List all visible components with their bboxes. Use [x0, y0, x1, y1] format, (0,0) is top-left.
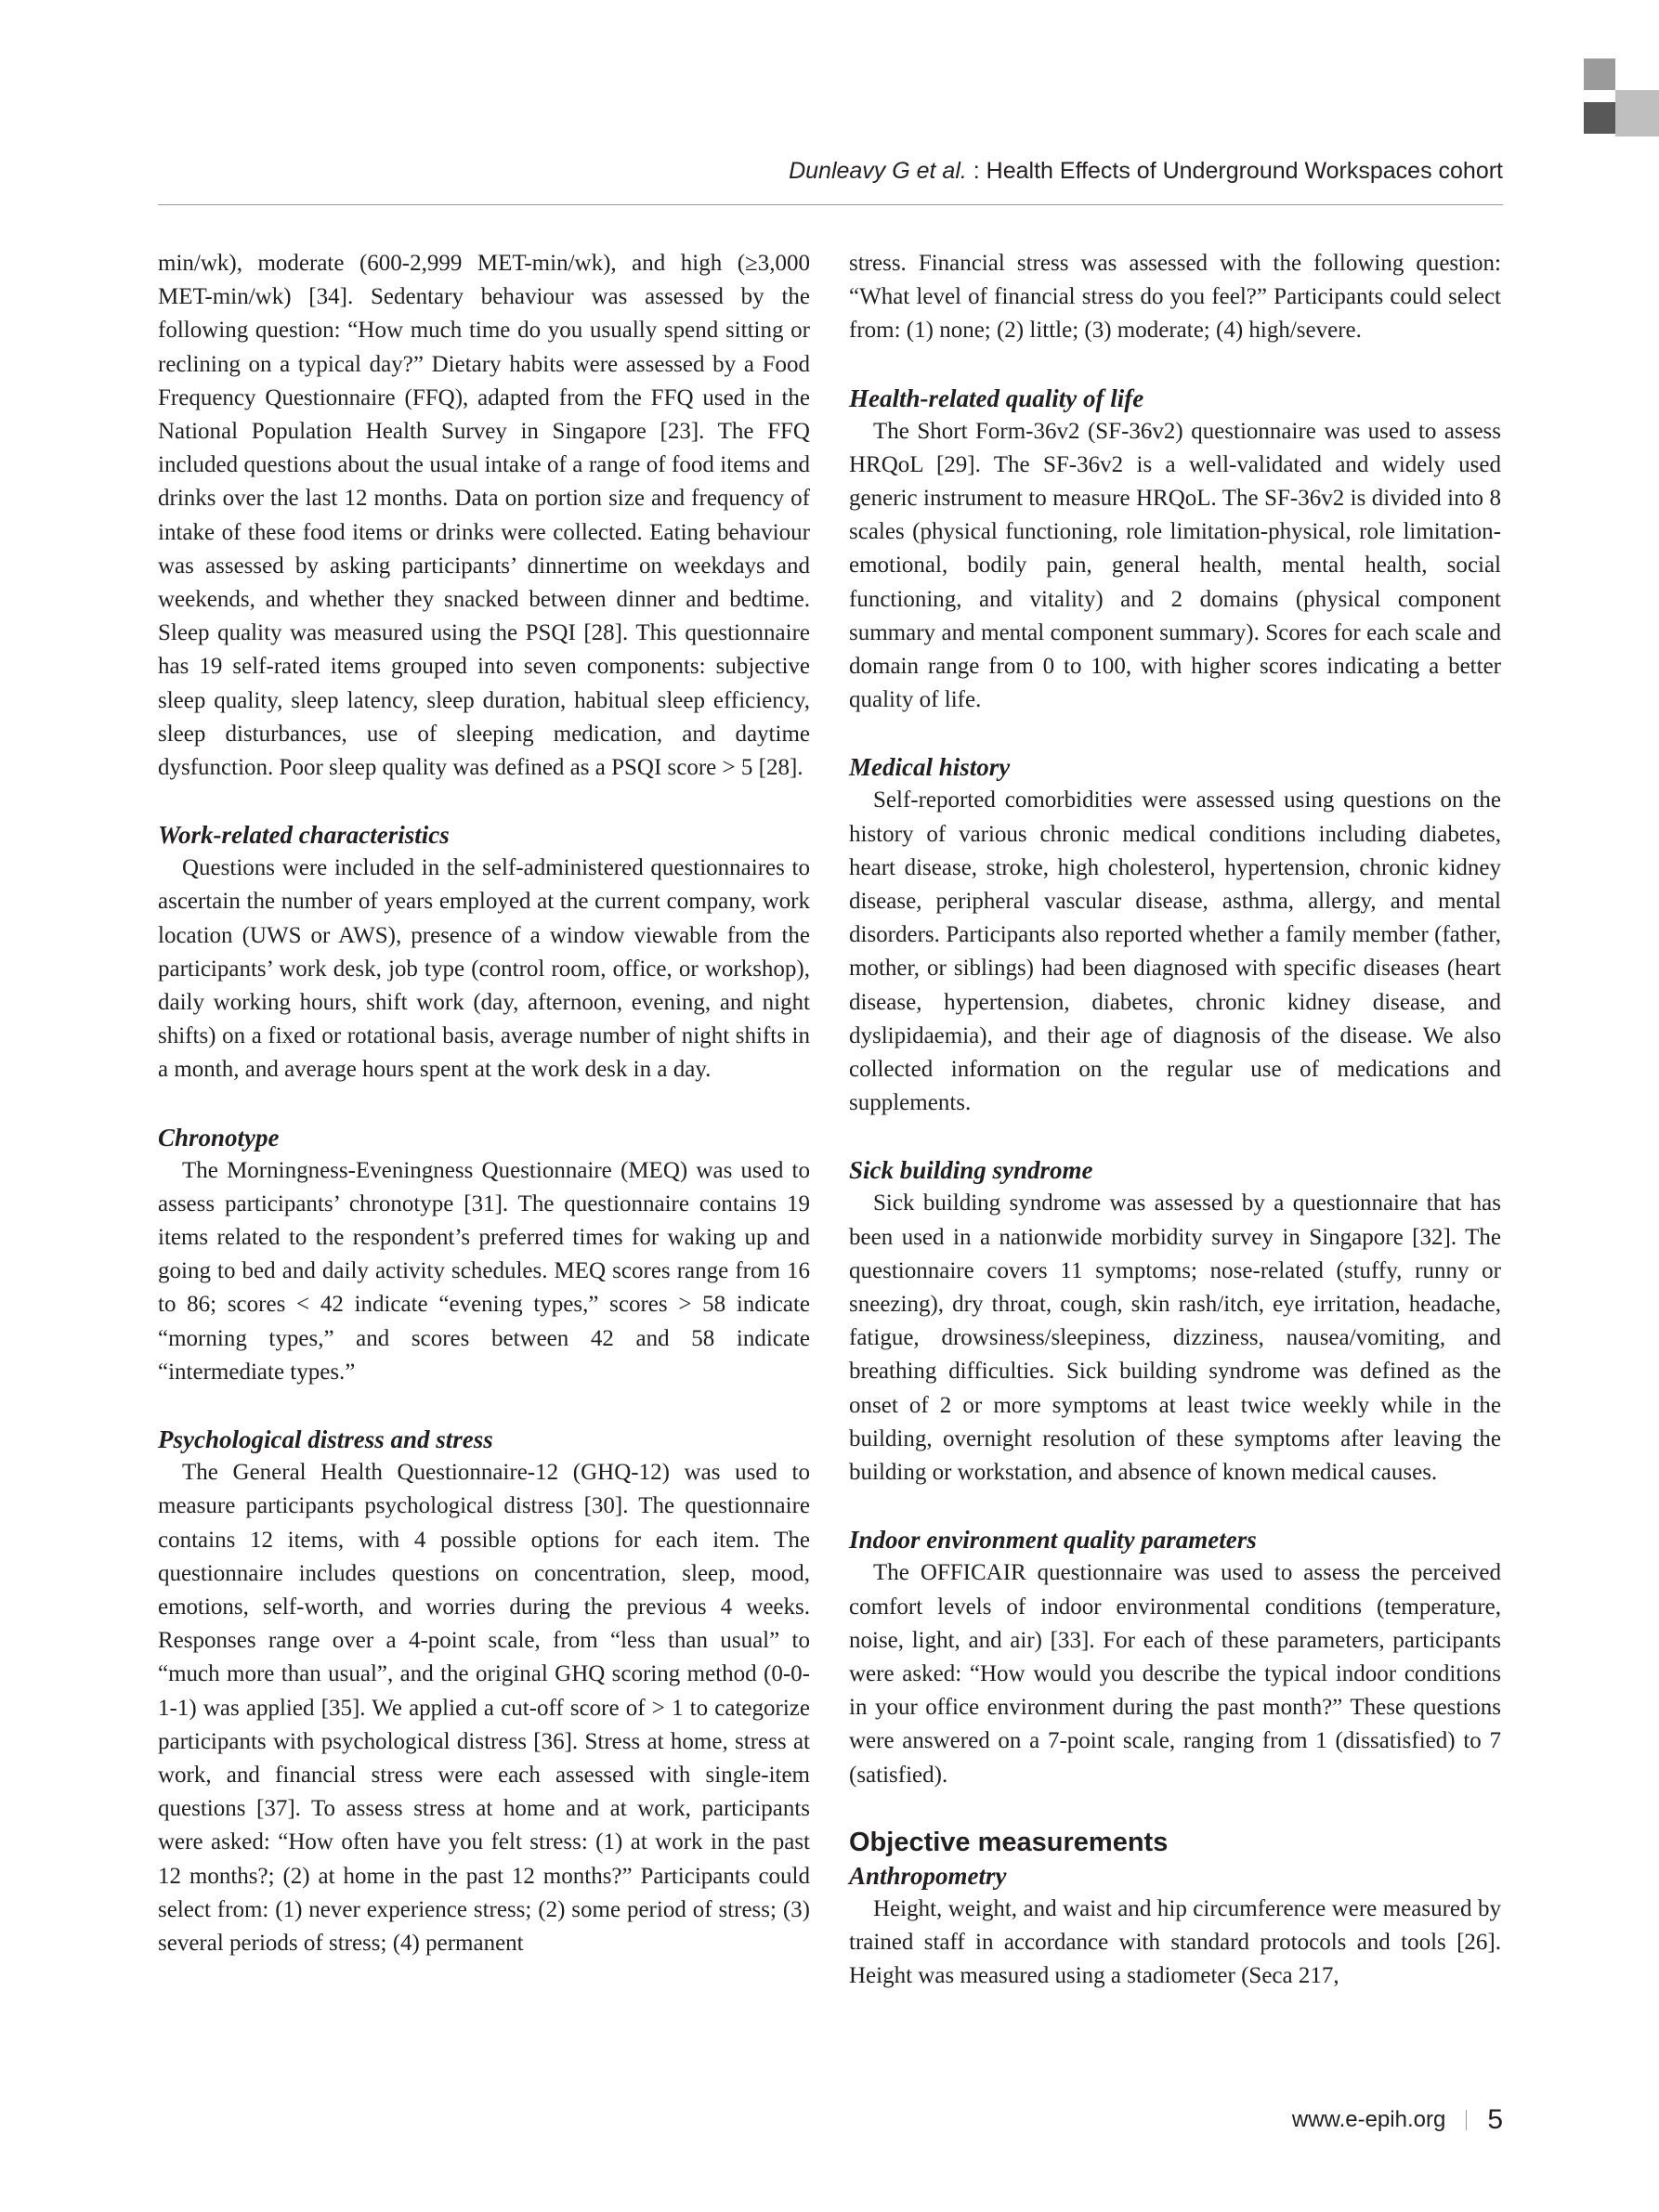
heading-anthropometry: Anthropometry — [849, 1861, 1007, 1890]
footer-divider — [1466, 2110, 1467, 2130]
paragraph-financial-stress-continued: stress. Financial stress was assessed with the following question: “What level of financial stress do you feel?” Participants could select from: (1) none; (2) little; (3) moderate; (4) high/severe. — [849, 251, 1501, 344]
heading-chronotype: Chronotype — [158, 1123, 280, 1152]
paragraph-lifestyle-continued: min/wk), moderate (600-2,999 MET-min/wk), and high (≥3,000 MET-min/wk) [34]. Sedentary behaviour was assessed by the following question: “How much time do you usually spend sitting or reclining on a typical day?” Dietary habits were assessed by a Food Frequency Questionnaire (FFQ), adapted from the FFQ used in the National Population Health Survey in Singapore [23]. The FFQ included questions about the usual intake of a range of food items and drinks over the last 12 months. Data on portion size and frequency of intake of these food items or drinks were collected. Eating behaviour was assessed by asking participants’ dinnertime on weekdays and weekends, and whether they snacked between dinner and bedtime. Sleep quality was measured using the PSQI [28]. This questionnaire has 19 self-rated items grouped into seven components: subjective sleep quality, sleep latency, sleep duration, habitual sleep efficiency, sleep disturbances, use of sleeping medication, and daytime dysfunction. Poor sleep quality was defined as a PSQI score > 5 [28]. — [158, 251, 810, 781]
corner-decoration-square — [1615, 90, 1659, 137]
journal-url: www.e-epih.org — [1291, 2107, 1446, 2132]
heading-work-related-characteristics: Work-related characteristics — [158, 821, 450, 850]
header-rule — [158, 204, 1503, 205]
heading-health-related-quality-of-life: Health-related quality of life — [849, 384, 1144, 412]
paragraph-sick-building-syndrome: Sick building syndrome was assessed by a questionnaire that has been used in a nationwide morbidity survey in Singapore [32]. The questionnaire covers 11 symptoms; nose-related (stuffy, runny or sneezing), dry throat, cough, skin rash/itch, eye irritation, headache, fatigue, drowsiness/sleepiness, dizziness, nausea/vomiting, and breathing difficulties. Sick building syndrome was defined as the onset of 2 or more symptoms at least twice weekly while in the building, overnight resolution of these symptoms after leaving the building or workstation, and absence of known medical causes. — [849, 1191, 1501, 1486]
right-column — [849, 247, 1501, 1993]
heading-psychological-distress: Psychological distress and stress — [158, 1425, 493, 1454]
paragraph-chronotype: The Morningness-Eveningness Questionnaire (MEQ) was used to assess participants’ chronotype [31]. The questionnaire contains 19 items related to the respondent’s preferred times for waking up and going to bed and daily activity schedules. MEQ scores range from 16 to 86; scores < 42 indicate “evening types,” scores > 58 indicate “morning types,” and scores between 42 and 58 indicate “intermediate types.” — [158, 1157, 810, 1385]
left-column — [158, 247, 810, 1960]
paragraph-medical-history: Self-reported comorbidities were assessed using questions on the history of various chronic medical conditions including diabetes, heart disease, stroke, high cholesterol, hypertension, chronic kidney disease, peripheral vascular disease, asthma, allergy, and mental disorders. Participants also reported whether a family member (father, mother, or siblings) had been diagnosed with specific diseases (heart disease, hypertension, diabetes, chronic kidney disease, and dyslipidaemia), and their age of diagnosis of the disease. We also collected information on the regular use of medications and supplements. — [849, 787, 1501, 1116]
page-number: 5 — [1487, 2104, 1503, 2135]
heading-sick-building-syndrome: Sick building syndrome — [849, 1156, 1093, 1185]
running-head — [789, 158, 1503, 185]
paragraph-psychological-distress: The General Health Questionnaire-12 (GHQ-12) was used to measure participants psychological distress [30]. The questionnaire contains 12 items, with 4 possible options for each item. The questionnaire includes questions on concentration, sleep, mood, emotions, self-worth, and worries during the previous 4 weeks. Responses range over a 4-point scale, from “less than usual” to “much more than usual”, and the original GHQ scoring method (0-0-1-1) was applied [35]. We applied a cut-off score of > 1 to categorize participants with psychological distress [36]. Stress at home, stress at work, and financial stress were each assessed with single-item questions [37]. To assess stress at home and at work, participants were asked: “How often have you felt stress: (1) at work in the past 12 months?; (2) at home in the past 12 months?” Participants could select from: (1) never experience stress; (2) some period of stress; (3) several periods of stress; (4) permanent — [158, 1460, 810, 1956]
paragraph-anthropometry: Height, weight, and waist and hip circumference were measured by trained staff in accordance with standard protocols and tools [26]. Height was measured using a stadiometer (Seca 217, — [849, 1895, 1501, 1989]
paragraph-work-related-characteristics: Questions were included in the self-administered questionnaires to ascertain the number of years employed at the current company, work location (UWS or AWS), presence of a window viewable from the participants’ work desk, job type (control room, office, or workshop), daily working hours, shift work (day, afternoon, evening, and night shifts) on a fixed or rotational basis, average number of night shifts in a month, and average hours spent at the work desk in a day. — [158, 855, 810, 1083]
heading-medical-history: Medical history — [849, 753, 1011, 782]
running-head-title: : Health Effects of Underground Workspaces cohort — [966, 158, 1503, 184]
heading-indoor-environment-quality: Indoor environment quality parameters — [849, 1526, 1257, 1555]
paragraph-indoor-environment-quality: The OFFICAIR questionnaire was used to assess the perceived comfort levels of indoor environmental conditions (temperature, noise, light, and air) [33]. For each of these parameters, participants were asked: “How would you describe the typical indoor conditions in your office environment during the past month?” These questions were answered on a 7-point scale, ranging from 1 (dissatisfied) to 7 (satisfied). — [849, 1560, 1501, 1788]
paragraph-health-related-quality-of-life: The Short Form-36v2 (SF-36v2) questionnaire was used to assess HRQoL [29]. The SF-36v2 is a well-validated and widely used generic instrument to measure HRQoL. The SF-36v2 is divided into 8 scales (physical functioning, role limitation-physical, role limitation-emotional, bodily pain, general health, mental health, social functioning, and vitality) and 2 domains (physical component summary and mental component summary). Scores for each scale and domain range from 0 to 100, with higher scores indicating a better quality of life. — [849, 418, 1501, 713]
page-footer — [1292, 2104, 1503, 2136]
running-head-authors: Dunleavy G et al. — [789, 158, 967, 184]
corner-decoration-square — [1584, 59, 1615, 90]
corner-decoration-square — [1584, 102, 1615, 134]
heading-objective-measurements: Objective measurements — [849, 1827, 1169, 1857]
